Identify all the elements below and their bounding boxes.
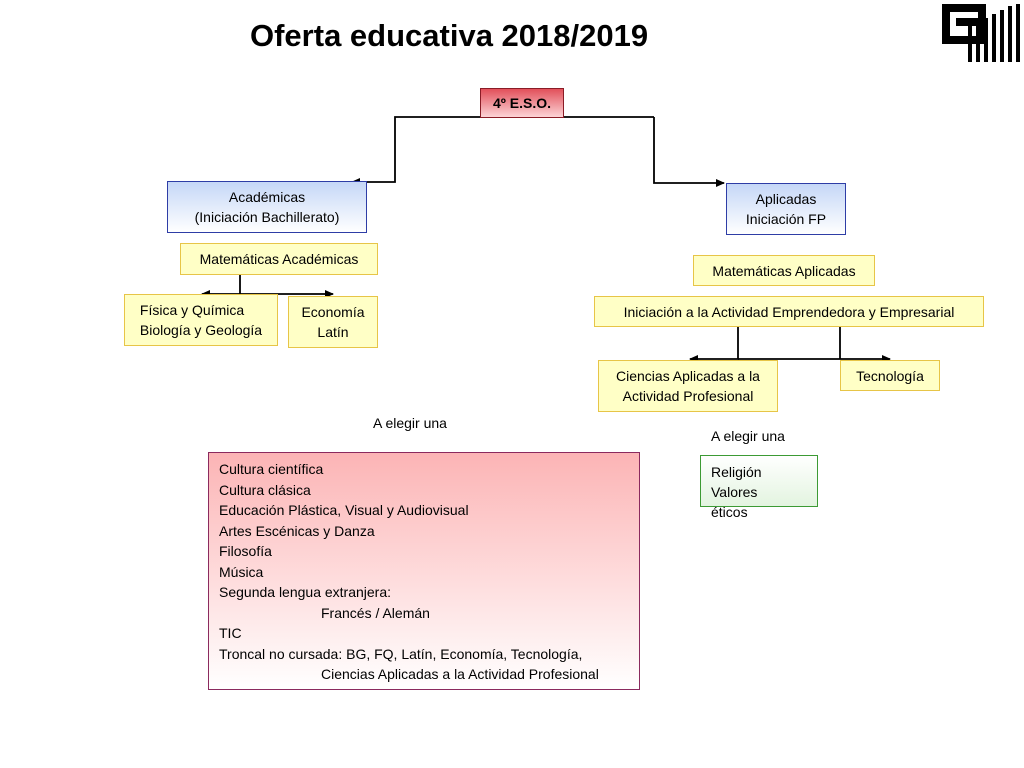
node-tecnologia: Tecnología [840, 360, 940, 391]
page-title: Oferta educativa 2018/2019 [250, 18, 649, 53]
connector-root-academicas [352, 117, 654, 182]
node-ciencias-aplicadas: Ciencias Aplicadas a la Actividad Profesional [598, 360, 778, 412]
optativa-item: Artes Escénicas y Danza [219, 522, 375, 539]
node-fisica-biologia: Física y Química Biología y Geología [124, 294, 278, 346]
node-emprendedora: Iniciación a la Actividad Emprendedora y Empresarial [594, 296, 984, 327]
optativa-item: Filosofía [219, 543, 272, 559]
connector-emp-ciencias [690, 326, 738, 359]
node-aplicadas: Aplicadas Iniciación FP [726, 183, 846, 235]
node-matematicas-aplicadas: Matemáticas Aplicadas [693, 255, 875, 286]
optativa-item: Francés / Alemán [321, 604, 430, 621]
node-religion-valores: Religión Valores éticos [700, 455, 818, 507]
connector-emp-tecnologia [738, 326, 890, 359]
optativa-item: Cultura clásica [219, 481, 311, 498]
optativa-item: Segunda lengua extranjera: [219, 584, 392, 600]
label-elegir-una-left: A elegir una [373, 415, 447, 431]
optativa-item: Educación Plástica, Visual y Audiovisual [219, 502, 469, 518]
node-academicas: Académicas (Iniciación Bachillerato) [167, 181, 367, 233]
optativa-item: Ciencias Aplicadas a la Actividad Profesional [321, 666, 599, 682]
connector-mat-fisica [202, 273, 240, 294]
label-elegir-una-right: A elegir una [711, 428, 785, 444]
node-economia-latin: Economía Latín [288, 296, 378, 348]
optativa-item: Cultura científica [219, 461, 324, 477]
node-4-eso: 4º E.S.O. [480, 88, 564, 118]
logo-icon [942, 4, 1022, 62]
connector-root-aplicadas [654, 117, 724, 183]
node-matematicas-academicas: Matemáticas Académicas [180, 243, 378, 275]
optativas-box [208, 452, 640, 690]
optativa-item: TIC [219, 625, 242, 641]
optativa-item: Troncal no cursada: BG, FQ, Latín, Economía, Tecnología, [219, 645, 583, 662]
optativa-item: Música [219, 563, 264, 580]
